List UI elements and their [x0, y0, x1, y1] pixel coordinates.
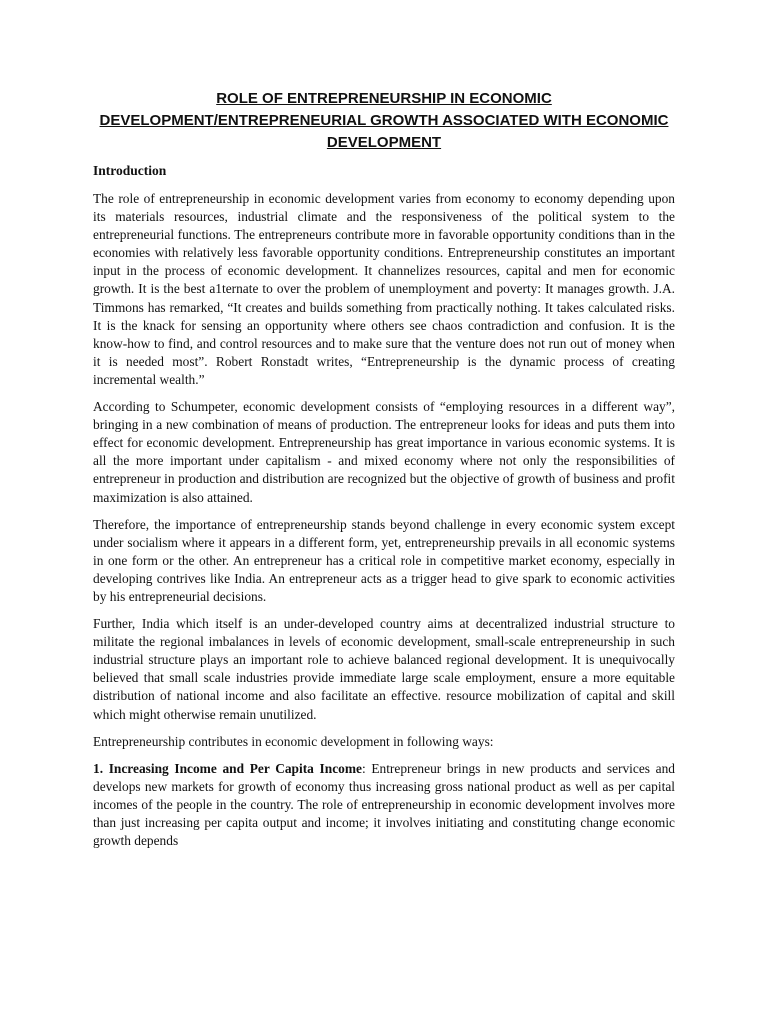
introduction-heading: Introduction: [93, 163, 167, 178]
paragraph-contributions-intro: Entrepreneurship contributes in economic development in following ways:: [93, 733, 494, 749]
paragraph-importance: Therefore, the importance of entrepreneurship stands beyond challenge in every economic system except under socialism where it appears in a different form, yet, entrepreneurship prevails in all economic systems in one form or the other. An entrepreneur has a critical role in competitive market economy, especially in developing contrives like India. An entrepreneur acts as a trigger head to give spark to economic activities by his entrepreneurial decisions.: [93, 516, 675, 604]
point-increasing-income-text: : Entrepreneur brings in new products and services and develops new markets for growth of economy thus increasing gross national product as well as per capital incomes of the people in the country. The role of entrepreneurship in economic development involves more than just increasing per capita output and income; it involves initiating and constituting change economic growth depends: [93, 760, 675, 849]
paragraph-role-of-entrepreneurship: The role of entrepreneurship in economic development varies from economy to economy depending upon its materials resources, industrial climate and the responsiveness of the political system to the entrepreneurial functions. The entrepreneurs contribute more in favorable opportunity conditions than in the economies with relatively less favorable opportunity conditions. Entrepreneurship constitutes an important input in the process of economic development. It channelizes resources, capital and men for economic growth. It is the best a1ternate to over the problem of unemployment and poverty: It manages growth. J.A. Timmons has remarked, “It creates and builds something from practically nothing. It takes calculated risks. It is the knack for sensing an opportunity where others see chaos contradiction and confusion. It is the know-how to find, and control resources and to make sure that the venture does not run out of money when it is needed most”. Robert Ronstadt writes, “Entrepreneurship is the dynamic process of creating incremental wealth.”: [93, 191, 675, 387]
point-increasing-income: [93, 760, 675, 850]
point-increasing-income-label: 1. Increasing Income and Per Capita Income: [93, 760, 362, 776]
document-title: ROLE OF ENTREPRENEURSHIP IN ECONOMIC DEVELOPMENT/ENTREPRENEURIAL GROWTH ASSOCIATED WITH ECONOMIC DEVELOPMENT: [99, 90, 669, 151]
document-page: [93, 88, 675, 859]
paragraph-india: Further, India which itself is an under-developed country aims at decentralized industrial structure to militate the regional imbalances in levels of economic development, small-scale entrepreneurship in such industrial structure plays an important role to achieve balanced regional development. It is unequivocally believed that small scale industries provide immediate large scale employment, ensure a more equitable distribution of national income and also facilitate an effective. resource mobilization of capital and skill which might otherwise remain unutilized.: [93, 616, 675, 722]
paragraph-schumpeter: According to Schumpeter, economic development consists of “employing resources in a different way”, bringing in a new combination of means of production. The entrepreneur looks for ideas and puts them into effect for economic development. Entrepreneurship has great importance in various economic systems. It is all the more important under capitalism - and mixed economy where not only the responsibilities of entrepreneur in production and distribution are recognized but the objective of growth of business and profit maximization is also attained.: [93, 399, 675, 505]
